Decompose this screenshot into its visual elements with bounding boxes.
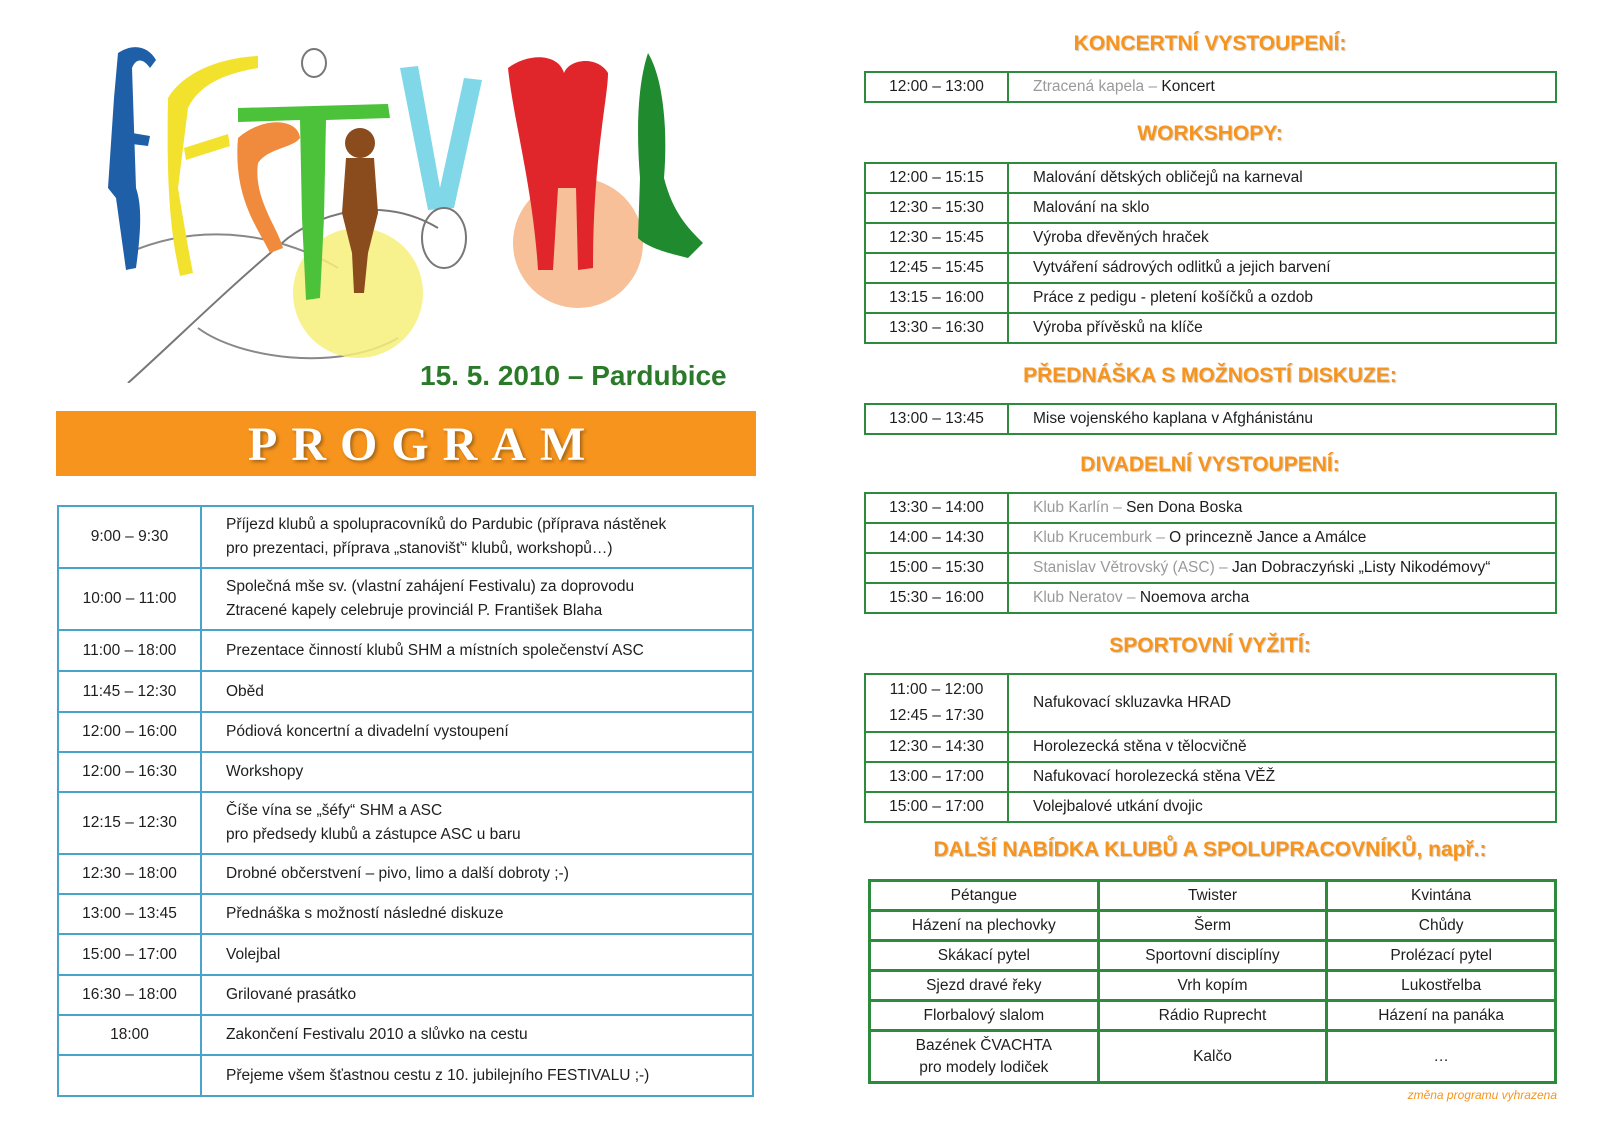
lecture-table [864, 403, 1557, 435]
table-row [865, 762, 1556, 792]
table-row [58, 506, 753, 568]
table-row [865, 193, 1556, 223]
concert-performer: Ztracená kapela – [1033, 78, 1162, 95]
table-row [870, 1031, 1556, 1083]
offer-cell: … [1327, 1031, 1556, 1083]
table-row [58, 752, 753, 792]
theatre-title: O princezně Jance a Amálce [1169, 529, 1367, 546]
workshop-time: 13:30 – 16:30 [865, 313, 1008, 343]
workshop-desc: Práce z pedigu - pletení košíčků a ozdob [1008, 283, 1556, 313]
program-time: 13:00 – 13:45 [58, 894, 201, 934]
table-row [870, 1001, 1556, 1031]
table-row [58, 975, 753, 1015]
program-desc: Společná mše sv. (vlastní zahájení Festivalu) za doprovodu Ztracené kapely celebruje provinciál P. František Blaha [201, 568, 753, 630]
program-desc: Volejbal [201, 934, 753, 975]
theatre-performer: Stanislav Větrovský (ASC) – [1033, 559, 1232, 576]
table-row [58, 1055, 753, 1096]
program-banner [56, 411, 756, 476]
table-row [865, 674, 1556, 732]
table-row [870, 971, 1556, 1001]
theatre-performer: Klub Neratov – [1033, 589, 1140, 606]
workshops-table [864, 162, 1557, 344]
theatre-performer: Klub Karlín – [1033, 499, 1127, 516]
offers-table [868, 879, 1557, 1084]
theatre-desc [1008, 583, 1556, 613]
program-banner-title: PROGRAM [248, 418, 600, 471]
offer-cell: Prolézací pytel [1327, 941, 1556, 971]
table-row [58, 630, 753, 671]
program-time: 11:00 – 18:00 [58, 630, 201, 671]
sport-desc: Horolezecká stěna v tělocvičně [1008, 732, 1556, 762]
table-row [865, 553, 1556, 583]
program-time: 11:45 – 12:30 [58, 671, 201, 712]
program-time: 10:00 – 11:00 [58, 568, 201, 630]
offer-cell: Florbalový slalom [870, 1001, 1099, 1031]
sport-time: 12:30 – 14:30 [865, 732, 1008, 762]
offer-cell: Twister [1098, 881, 1327, 911]
offer-cell: Kvintána [1327, 881, 1556, 911]
concert-title: Koncert [1161, 78, 1215, 95]
sport-time: 15:00 – 17:00 [865, 792, 1008, 822]
offer-cell: Bazének ČVACHTA pro modely lodiček [870, 1031, 1099, 1083]
theatre-time: 14:00 – 14:30 [865, 523, 1008, 553]
program-time: 12:00 – 16:30 [58, 752, 201, 792]
workshop-time: 12:30 – 15:45 [865, 223, 1008, 253]
sport-desc: Volejbalové utkání dvojic [1008, 792, 1556, 822]
concerts-heading: KONCERTNÍ VYSTOUPENÍ: [1073, 32, 1347, 55]
program-desc: Přednáška s možností následné diskuze [201, 894, 753, 934]
table-row [58, 671, 753, 712]
offer-cell: Skákací pytel [870, 941, 1099, 971]
program-desc: Přejeme všem šťastnou cestu z 10. jubilejního FESTIVALU ;-) [201, 1055, 753, 1096]
table-row [865, 223, 1556, 253]
workshop-time: 13:15 – 16:00 [865, 283, 1008, 313]
program-desc: Prezentace činností klubů SHM a místních společenství ASC [201, 630, 753, 671]
workshop-desc: Výroba přívěsků na klíče [1008, 313, 1556, 343]
sport-desc: Nafukovací skluzavka HRAD [1008, 674, 1556, 732]
theatre-desc [1008, 523, 1556, 553]
program-desc: Drobné občerstvení – pivo, limo a další dobroty ;-) [201, 854, 753, 894]
table-row [870, 911, 1556, 941]
sports-table [864, 673, 1557, 823]
offer-cell: Rádio Ruprecht [1098, 1001, 1327, 1031]
table-row [865, 523, 1556, 553]
table-row [870, 941, 1556, 971]
theatre-time: 15:30 – 16:00 [865, 583, 1008, 613]
table-row [58, 1015, 753, 1055]
sports-heading: SPORTOVNÍ VYŽITÍ: [1109, 634, 1311, 657]
table-row [58, 854, 753, 894]
theatre-title: Sen Dona Boska [1126, 499, 1243, 516]
workshop-desc: Výroba dřevěných hraček [1008, 223, 1556, 253]
offer-cell: Pétangue [870, 881, 1099, 911]
workshop-time: 12:00 – 15:15 [865, 163, 1008, 193]
concerts-table [864, 71, 1557, 103]
lecture-heading: PŘEDNÁŠKA S MOŽNOSTÍ DISKUZE: [1023, 364, 1397, 387]
theatre-desc [1008, 553, 1556, 583]
sport-time: 13:00 – 17:00 [865, 762, 1008, 792]
theatre-time: 15:00 – 15:30 [865, 553, 1008, 583]
table-row [58, 792, 753, 854]
table-row [865, 583, 1556, 613]
program-time: 16:30 – 18:00 [58, 975, 201, 1015]
table-row [870, 881, 1556, 911]
workshop-desc: Malování na sklo [1008, 193, 1556, 223]
theatre-desc [1008, 493, 1556, 523]
table-row [865, 313, 1556, 343]
program-desc: Pódiová koncertní a divadelní vystoupení [201, 712, 753, 752]
table-row [58, 568, 753, 630]
program-time: 12:15 – 12:30 [58, 792, 201, 854]
program-time: 15:00 – 17:00 [58, 934, 201, 975]
table-row [865, 283, 1556, 313]
offer-cell: Chůdy [1327, 911, 1556, 941]
table-row [865, 792, 1556, 822]
offer-cell: Sjezd dravé řeky [870, 971, 1099, 1001]
program-time: 12:30 – 18:00 [58, 854, 201, 894]
workshops-heading: WORKSHOPY: [1137, 122, 1283, 145]
offer-cell: Házení na plechovky [870, 911, 1099, 941]
theatre-performer: Klub Krucemburk – [1033, 529, 1170, 546]
offer-cell: Šerm [1098, 911, 1327, 941]
program-desc: Číše vína se „šéfy“ SHM a ASC pro předsedy klubů a zástupce ASC u baru [201, 792, 753, 854]
program-desc: Grilované prasátko [201, 975, 753, 1015]
theatre-heading: DIVADELNÍ VYSTOUPENÍ: [1080, 453, 1340, 476]
offer-cell: Vrh kopím [1098, 971, 1327, 1001]
table-row [865, 72, 1556, 102]
table-row [865, 493, 1556, 523]
table-row [865, 163, 1556, 193]
festival-logo [88, 38, 728, 383]
lecture-desc: Mise vojenského kaplana v Afghánistánu [1008, 404, 1556, 434]
program-time [58, 1055, 201, 1096]
table-row [58, 712, 753, 752]
table-row [865, 732, 1556, 762]
offer-cell: Kalčo [1098, 1031, 1327, 1083]
offers-heading: DALŠÍ NABÍDKA KLUBŮ A SPOLUPRACOVNÍKŮ, např.: [933, 838, 1487, 861]
program-table [57, 505, 754, 1097]
table-row [865, 253, 1556, 283]
program-desc: Oběd [201, 671, 753, 712]
theatre-title: Noemova archa [1139, 589, 1250, 606]
workshop-time: 12:30 – 15:30 [865, 193, 1008, 223]
workshop-desc: Vytváření sádrových odlitků a jejich barvení [1008, 253, 1556, 283]
program-time: 12:00 – 16:00 [58, 712, 201, 752]
offer-cell: Házení na panáka [1327, 1001, 1556, 1031]
program-desc: Workshopy [201, 752, 753, 792]
workshop-time: 12:45 – 15:45 [865, 253, 1008, 283]
offer-cell: Lukostřelba [1327, 971, 1556, 1001]
program-desc: Zakončení Festivalu 2010 a slůvko na cestu [201, 1015, 753, 1055]
lecture-time: 13:00 – 13:45 [865, 404, 1008, 434]
offer-cell: Sportovní disciplíny [1098, 941, 1327, 971]
concert-time: 12:00 – 13:00 [865, 72, 1008, 102]
sport-desc: Nafukovací horolezecká stěna VĚŽ [1008, 762, 1556, 792]
program-time: 18:00 [58, 1015, 201, 1055]
table-row [58, 934, 753, 975]
theatre-title: Jan Dobraczyński „Listy Nikodémovy“ [1231, 559, 1491, 576]
concert-desc [1008, 72, 1556, 102]
theatre-time: 13:30 – 14:00 [865, 493, 1008, 523]
table-row [865, 404, 1556, 434]
program-time: 9:00 – 9:30 [58, 506, 201, 568]
date-place: 15. 5. 2010 – Pardubice [420, 360, 727, 391]
program-desc: Příjezd klubů a spolupracovníků do Pardubic (příprava nástěnek pro prezentaci, příprava „stanovišť“ klubů, workshopů…) [201, 506, 753, 568]
workshop-desc: Malování dětských obličejů na karneval [1008, 163, 1556, 193]
table-row [58, 894, 753, 934]
theatre-table [864, 492, 1557, 614]
sport-time: 11:00 – 12:00 12:45 – 17:30 [865, 674, 1008, 732]
footnote: změna programu vyhrazena [1407, 1088, 1557, 1102]
